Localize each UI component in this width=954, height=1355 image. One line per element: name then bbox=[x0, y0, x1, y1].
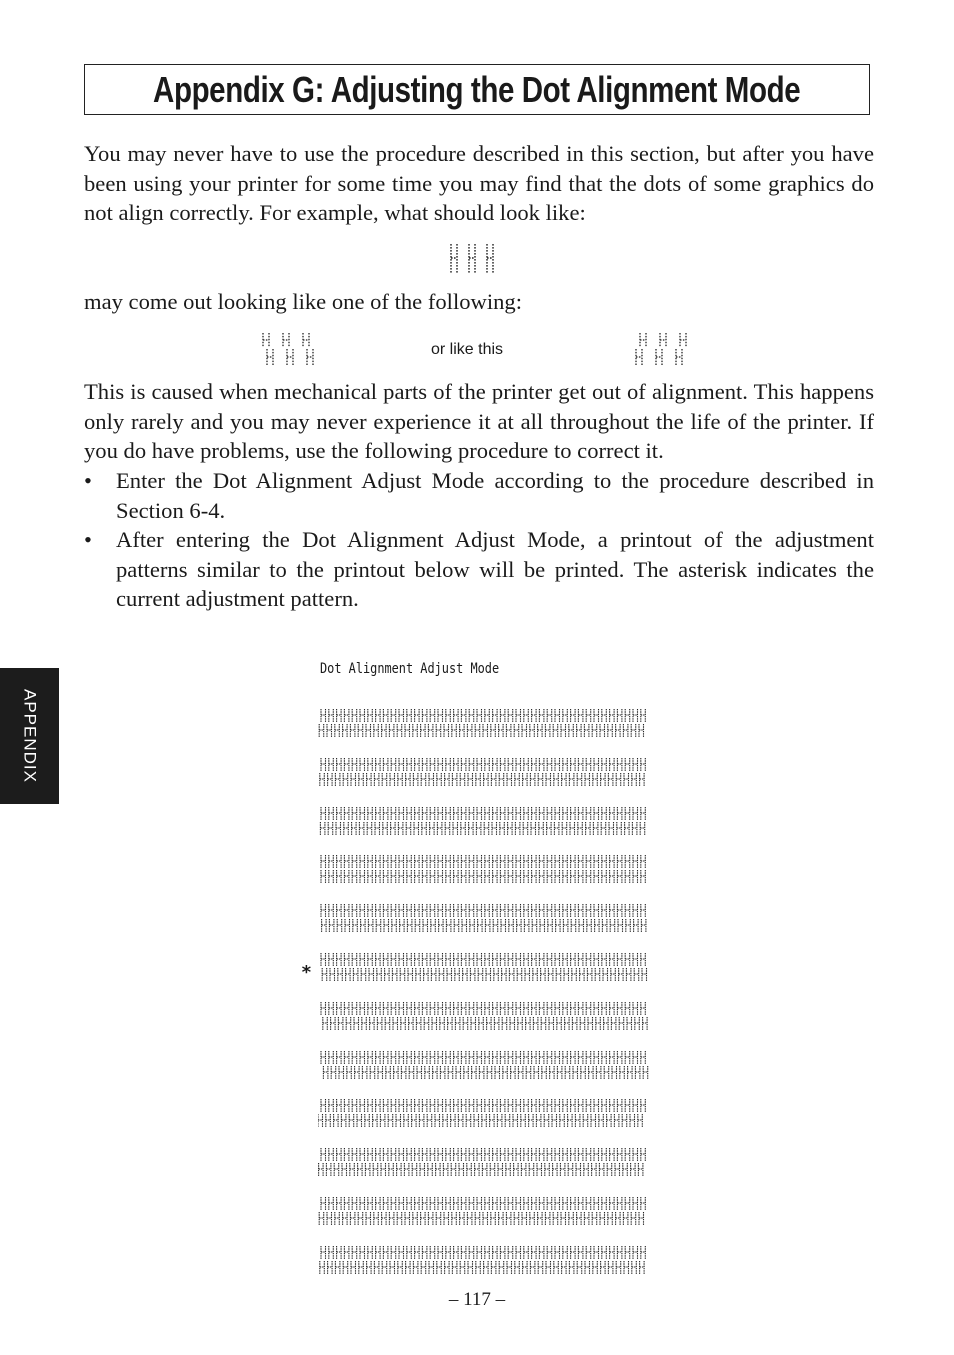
bullet-item-1 bbox=[84, 466, 874, 525]
intro-paragraph: You may never have to use the procedure described in this section, but after you have been using your printer for some time you may find that the dots of some graphics do not align correctly. For example, what should look like: bbox=[84, 141, 874, 226]
adjustment-pattern-6 bbox=[318, 952, 654, 982]
adjustment-pattern-10 bbox=[318, 1147, 654, 1177]
adjustment-pattern-5 bbox=[318, 903, 654, 933]
current-pattern-marker: * bbox=[301, 962, 312, 983]
side-tab-label: APPENDIX bbox=[20, 689, 40, 783]
bullet-text: Enter the Dot Alignment Adjust Mode according to the procedure described in Section 6-4. bbox=[116, 468, 874, 523]
aligned-sample-graphic bbox=[449, 242, 501, 276]
bullet-mark: • bbox=[84, 527, 92, 552]
adjustment-pattern-8 bbox=[318, 1050, 654, 1080]
may-come-out-text: may come out looking like one of the following: bbox=[84, 289, 522, 314]
adjustment-pattern-1 bbox=[318, 708, 654, 738]
page-title: Appendix G: Adjusting the Dot Alignment Mode bbox=[153, 68, 801, 110]
adjustment-pattern-9 bbox=[318, 1098, 654, 1128]
title-box bbox=[84, 64, 870, 115]
appendix-side-tab bbox=[0, 668, 59, 804]
page-number: – 117 – bbox=[448, 1289, 506, 1310]
adjustment-pattern-4 bbox=[318, 854, 654, 884]
adjustment-pattern-7 bbox=[318, 1001, 654, 1031]
adjustment-pattern-11 bbox=[318, 1196, 654, 1226]
bullet-text: After entering the Dot Alignment Adjust Mode, a printout of the adjustment patterns similar to the printout below will be printed. The asterisk indicates the current adjustment pattern. bbox=[116, 527, 874, 612]
printout-title: Dot Alignment Adjust Mode bbox=[320, 661, 500, 677]
adjustment-pattern-2 bbox=[318, 757, 654, 787]
misaligned-sample-2-graphic bbox=[633, 331, 693, 367]
adjustment-pattern-3 bbox=[318, 806, 654, 836]
bullet-item-2 bbox=[84, 525, 874, 614]
cause-paragraph: This is caused when mechanical parts of the printer get out of alignment. This happens only rarely and you may never experience it at all throughout the life of the printer. If you do have problems, use the following procedure to correct it. bbox=[84, 379, 874, 464]
bullet-mark: • bbox=[84, 468, 92, 493]
adjustment-pattern-12 bbox=[318, 1245, 654, 1275]
misaligned-sample-1-graphic bbox=[260, 331, 320, 367]
or-like-this-caption: or like this bbox=[431, 341, 504, 358]
